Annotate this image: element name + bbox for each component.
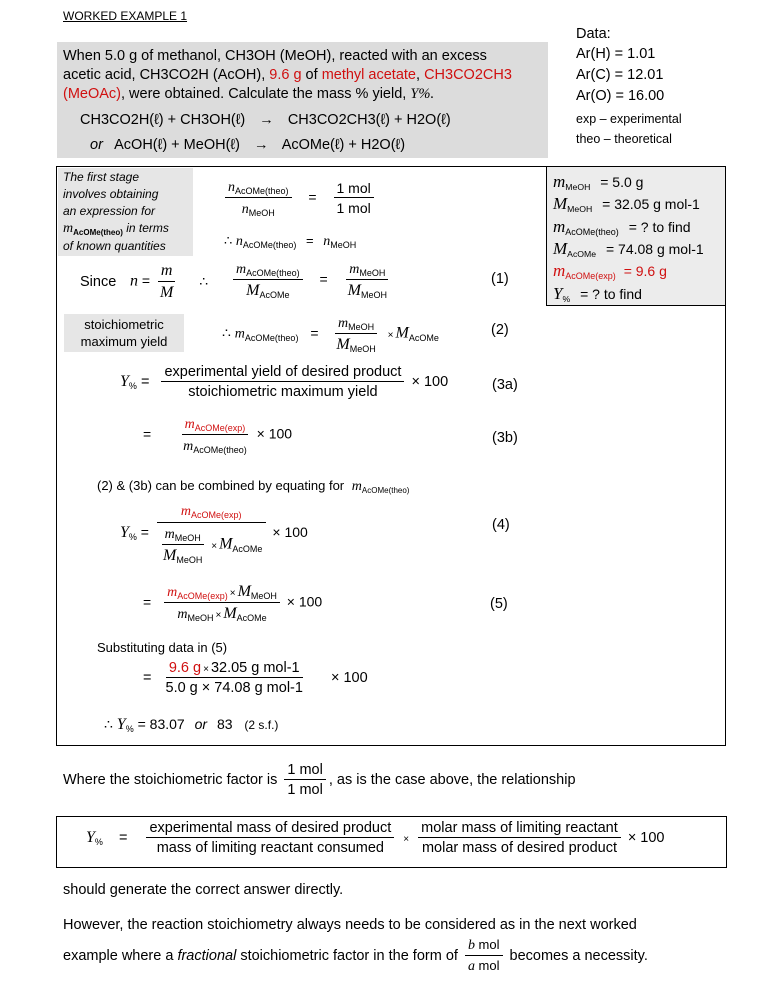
var-value: = 32.05 g mol-1 <box>602 196 700 212</box>
substitution-equation: = $\frac{\text{9.6 g × 32.05 g mol-1}}{\text{5.0 g × 74.08 g mol-1}}$ × 100 <box>143 660 368 696</box>
product-mass: 9.6 g <box>269 67 302 83</box>
eq1-reactants: CH3CO2H(ℓ) + CH3OH(ℓ) <box>80 112 246 128</box>
abbr-theo: theo – theoretical <box>576 132 672 146</box>
equation-4: $Y_{\%}$ = $m_{AcOMe(exp)}$ $\frac{m_{MeOH}}{M_{MeOH}}$ × $M_{AcOMe}$ × 100 <box>120 504 308 566</box>
eq2-reactants: AcOH(ℓ) + MeOH(ℓ) <box>114 137 240 153</box>
substituting-label: Substituting data in (5) <box>97 640 228 655</box>
equation-5: = $\frac{m_{AcOMe(exp)} \times M_{MeOH}}{m_{MeOH} \times M_{AcOMe}}$ × 100 <box>143 583 323 624</box>
var-subscript: % <box>562 294 571 305</box>
sub-mass-red: 9.6 g <box>168 660 202 676</box>
note-line: involves obtaining <box>63 187 159 201</box>
problem-line-1: When 5.0 g of methanol, CH3OH (MeOH), reacted with an excess <box>63 48 487 64</box>
var-symbol: M <box>553 194 568 213</box>
var-row-M-meoh <box>553 194 700 214</box>
product-name: methyl acetate <box>321 67 416 83</box>
var-row-m-acome-theo <box>553 217 691 237</box>
sub-molar-mass: 32.05 g mol-1 <box>210 660 300 676</box>
problem-reagent-text: acetic acid, CH3CO2H (AcOH), <box>63 67 270 83</box>
mole-ratio-equation: $\frac{n_{AcOMe(theo)}}{n_{MeOH}}$ = $\frac{\text{1 mol}}{\text{1 mol}}$ <box>222 178 377 218</box>
equation-3b: = $\frac{m_{AcOMe(exp)}}{m_{AcOMe(theo)}}$ × 100 <box>143 417 293 456</box>
stoich-label-line: stoichiometric <box>84 317 164 332</box>
var-row-M-acome <box>553 239 704 259</box>
var-subscript: AcOMe <box>567 249 597 260</box>
however-line-2: example where a fractional stoichiometric factor in the form of $\frac{\text{b mol}}{\text{a mol}}$ becomes a necessity. <box>63 937 648 974</box>
however-line-1: However, the reaction stoichiometry always needs to be considered as in the next worked <box>63 917 637 933</box>
var-value: = 74.08 g mol-1 <box>605 241 704 257</box>
problem-question: , were obtained. Calculate the mass % yield, <box>121 86 411 102</box>
var-subscript: MeOH <box>565 182 591 193</box>
var-subscript: AcOMe(exp) <box>565 271 616 282</box>
data-item-o: Ar(O) = 16.00 <box>576 88 665 104</box>
general-formula: $Y_{\%}$ = $\frac{\text{experimental mass of desired product}}{\text{mass of limiting reactant consumed}}$ × $\frac{\text{molar mass of limiting reactant}}{\text{molar mass of desired product}}$ × 100 <box>86 820 665 856</box>
of-word: of <box>301 67 322 83</box>
reaction-equation-1 <box>80 112 451 128</box>
var-symbol: m <box>553 172 566 191</box>
var-value: = 5.0 g <box>600 174 644 190</box>
product-abbrev: (MeOAc) <box>63 86 121 102</box>
mole-ratio-left: $\frac{n_{AcOMe(theo)}}{n_{MeOH}}$ <box>225 178 292 218</box>
var-subscript: AcOMe(theo) <box>565 227 619 238</box>
eq-number-3b: (3b) <box>492 430 518 446</box>
var-symbol: M <box>553 239 568 258</box>
eq-number-4: (4) <box>492 517 510 533</box>
var-row-m-meoh <box>553 172 643 192</box>
answer-value: = 83.07 <box>137 716 185 732</box>
final-answer: ∴ $Y_{\%} = 83.07$ or 83 (2 s.f.) <box>104 716 279 735</box>
var-value: = 9.6 g <box>623 263 667 279</box>
var-value: = ? to find <box>580 286 642 302</box>
n-definition: n = $\frac{m}{M}$ ∴ <box>130 262 209 301</box>
note-line: an expression for <box>63 204 156 218</box>
equation-3a: $Y_{\%}$ = $\frac{\text{experimental yield of desired product}}{\text{stoichiometric maximum yield}}$ × 100 <box>120 364 449 400</box>
eq-number-2: (2) <box>491 322 509 338</box>
eq-number-5: (5) <box>490 596 508 612</box>
note-line: $m_{AcOMe(theo)}$ in terms <box>63 221 169 237</box>
abbr-exp: exp – experimental <box>576 112 682 126</box>
eq-number-3a: (3a) <box>492 377 518 393</box>
var-symbol: Y <box>553 284 563 303</box>
stoich-label-line: maximum yield <box>80 334 168 349</box>
sig-figs: (2 s.f.) <box>244 718 279 732</box>
var-value: = ? to find <box>628 219 691 235</box>
var-symbol: m <box>553 217 566 236</box>
eq1-arrow: → <box>259 112 274 128</box>
page-heading: WORKED EXAMPLE 1 <box>63 9 188 23</box>
since-label: Since <box>80 274 117 290</box>
eq-number-1: (1) <box>491 271 509 287</box>
var-row-yield <box>553 284 642 304</box>
problem-line-3 <box>63 86 434 103</box>
combined-statement: (2) & (3b) can be combined by equating for $m_{AcOMe(theo)}$ <box>97 478 410 495</box>
mole-ratio-right: $\frac{\text{1 mol}}{\text{1 mol}}$ <box>334 180 374 216</box>
should-text: should generate the correct answer directly. <box>63 882 344 898</box>
yield-symbol: Y%. <box>410 86 435 102</box>
problem-line-2 <box>63 67 512 83</box>
eq2-arrow: → <box>253 137 269 153</box>
equation-2: ∴ $m_{AcOMe(theo)}$ = $\frac{m_{MeOH}}{M_{MeOH}}$ × $M_{AcOMe}$ <box>222 316 439 355</box>
note-line: The first stage <box>63 170 140 184</box>
stoich-factor-sentence: Where the stoichiometric factor is $\frac{\text{1 mol}}{\text{1 mol}}$ , as is the case above, the relationship <box>63 762 576 798</box>
note-line: of known quantities <box>63 239 166 253</box>
var-symbol: m <box>553 261 566 280</box>
data-title: Data: <box>576 26 611 42</box>
data-item-h: Ar(H) = 1.01 <box>576 46 656 62</box>
equation-1: $\frac{m_{AcOMe(theo)}}{M_{AcOMe}}$ = $\frac{m_{MeOH}}{M_{MeOH}}$ <box>230 260 393 300</box>
var-subscript: MeOH <box>567 204 593 215</box>
note-text <box>63 169 169 255</box>
eq2-or: or <box>90 137 103 153</box>
comma: , <box>416 67 425 83</box>
reaction-equation-2 <box>90 137 405 153</box>
eq2-products: AcOMe(ℓ) + H2O(ℓ) <box>281 137 406 153</box>
var-row-m-acome-exp <box>553 261 667 281</box>
eq1-products: CH3CO2CH3(ℓ) + H2O(ℓ) <box>287 112 451 128</box>
product-formula: CH3CO2CH3 <box>424 67 512 83</box>
stoich-label <box>64 316 184 350</box>
data-item-c: Ar(C) = 12.01 <box>576 67 664 83</box>
mole-equality: ∴ $n_{AcOMe(theo)} = n_{MeOH}$ <box>224 233 357 251</box>
answer-rounded: 83 <box>216 716 233 732</box>
